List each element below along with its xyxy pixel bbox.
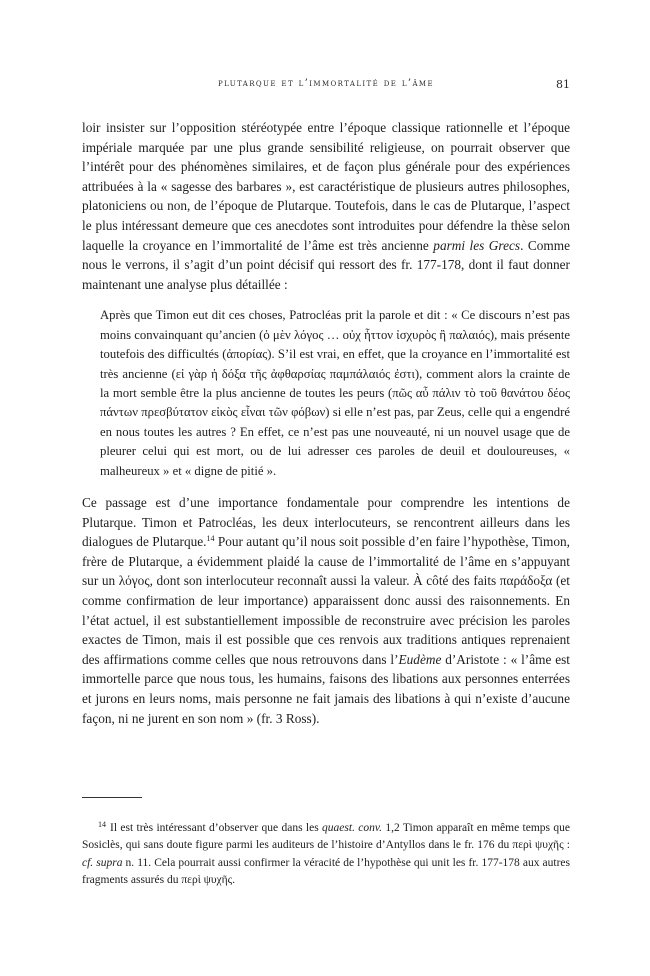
paragraph-2 [82,493,570,728]
footnote-rule [82,797,142,798]
paragraph-2-part-d: d’Aristote : « l’âme est immortelle parce que nous tous, les humains, faisons des libations aux personnes enterrées et jurons en leurs noms, mais personne ne fait jamais des libations à qui n’existe d’aucune façon, ni ne jurent en son nom » (fr. 3 Ross). [82,651,571,726]
block-quote: Après que Timon eut dit ces choses, Patrocléas prit la parole et dit : « Ce discours n’est pas moins convainquant qu’ancien (ὁ μὲν λόγος … οὐχ ἧττον ἰσχυρὸς ἢ παλαιός), mais présente toutefois des difficultés (ἀπορίας). S’il est vrai, en effet, que la croyance en l’immortalité est très ancienne (εἰ γὰρ ἡ δόξα τῆς ἀφθαρσίας παμπάλαιός ἐστι), comment alors la crainte de la mort semble être la plus ancienne de toutes les peurs (πῶς αὖ πάλιν τὸ τοῦ θανάτου δέος πάντων πρεσβύτατον εἰκὸς εἶναι τῶν φόβων) si elle n’est pas, par Zeus, celle qui a engendré en nous toutes les autres ? En effet, ce n’est pas une nouveauté, ni un nouvel usage que de pleurer celui qui est mort, ou de lui adresser ces paroles de deuil et douloureuses, « malheureux » et « digne de pitié ». [100,308,570,478]
footnote-14 [82,816,570,890]
main-text [82,118,570,728]
footnote-number: 14 [98,819,106,829]
footnote-reference: 14 [206,534,215,544]
paragraph-2-title: Eudème [398,651,442,667]
paragraph-2-part-a: Ce passage est d’une importance fondamentale pour comprendre les intentions de Plutarque. Timon et Patrocléas, les deux interlocuteurs, se rencontrent ailleurs dans les dialogues de Plutarque. [82,495,570,550]
paragraph-2-part-b: Pour autant qu’il nous soit possible d’en faire l’hypothèse, Timon, frère de Plutarque, a évidemment plaidé la cause de l’immortalité de l’âme en s’appuyant sur un λόγος, dont son interlocuteur reconnaît aussi la valeur. À côté des faits παράδοξα (et comme confirmation de leur importance) apparaissent donc aussi des raisonnements. En l’état actuel, il est substantiellement impossible de reconstruire avec précision les paroles exactes de Timon, mais il est possible que ces renvois aux traditions antiques reprenaient des affirmations comme celles que nous retrouvons dans l’ [82,534,571,667]
paragraph-1-part-a: loir insister sur l’opposition stéréotypée entre l’époque classique rationnelle et l’époque impériale marquée par une plus grande sensibilité religieuse, on pourrait observer que l’intérêt pour des phénomènes similaires, et de façon plus générale pour des expériences attribuées à la « sagesse des barbares », est caractéristique de plusieurs autres philosophes, platoniciens ou non, de l’époque de Plutarque. Toutefois, dans le cas de Plutarque, l’aspect le plus intéressant demeure que ces anecdotes sont introduites pour défendre la thèse selon laquelle la croyance en l’immortalité de l’âme est très ancienne [82,120,570,253]
footnote-part-b: quaest. conv. [322,821,383,834]
footnote-part-e: n. 11. Cela pourrait aussi confirmer la véracité de l’hypothèse qui unit les fr. 177-178 aux autres fragments assurés du περὶ ψυχῆς. [82,856,571,886]
paragraph-1 [82,118,570,294]
page-number: 81 [556,78,570,91]
footnote-part-d: cf. supra [82,856,123,869]
running-head: plutarque et l’immortalité de l’âme [218,78,434,89]
paragraph-1-emphasis: parmi les Grecs [433,237,521,253]
footnote-part-a: Il est très intéressant d’observer que dans les [110,821,323,834]
paragraph-1-part-c: . Comme nous le verrons, il s’agit d’un point décisif qui ressort des fr. 177-178, dont il faut donner maintenant une analyse plus détaillée : [82,237,570,292]
page-header [82,78,570,94]
footnote-part-c: 1,2 Timon apparaît en même temps que Sosiclès, qui sans doute figure parmi les auditeurs de l’histoire d’Antyllos dans le fr. 176 du περὶ ψυχῆς : [82,821,570,851]
